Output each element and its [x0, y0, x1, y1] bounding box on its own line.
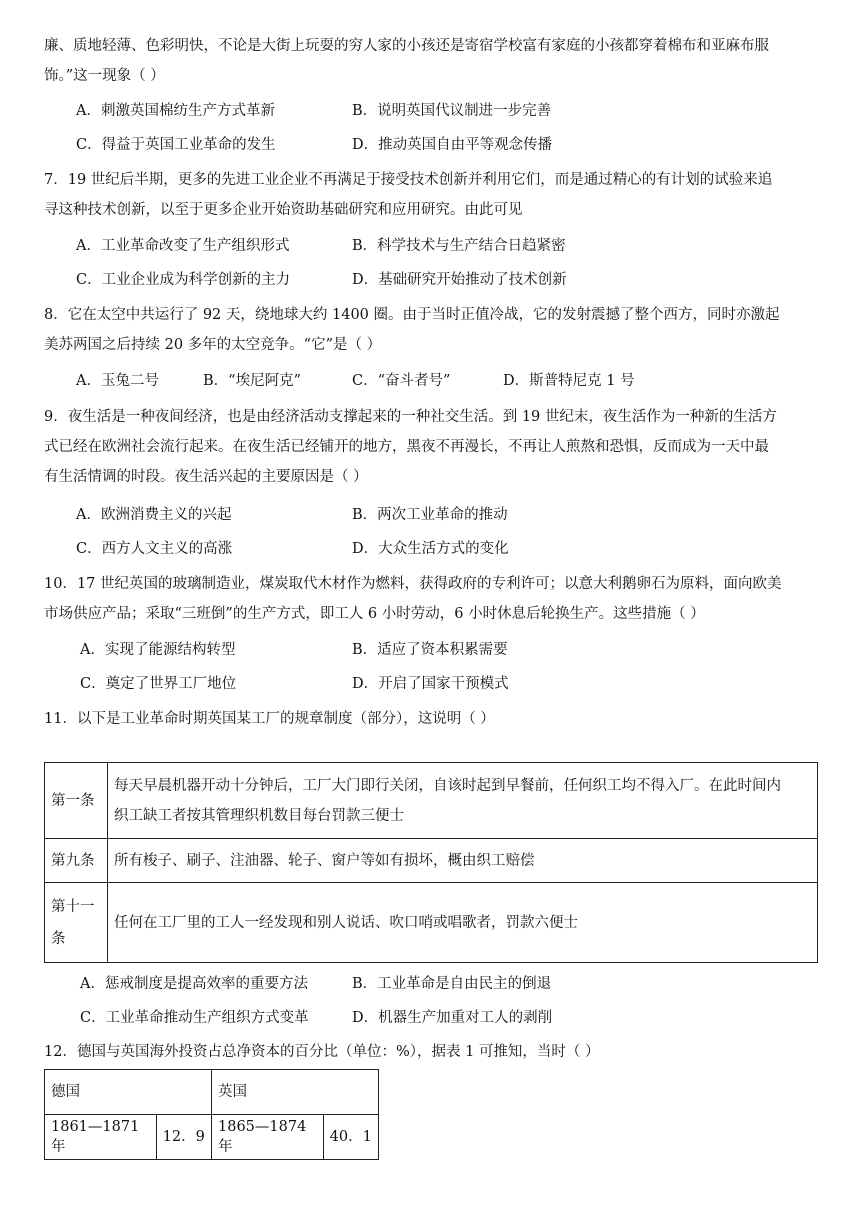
britain-value-cell: 40．1	[323, 1115, 378, 1160]
q11-stem-line-1: 11．以下是工业革命时期英国某工厂的规章制度（部分），这说明（ ）	[44, 711, 495, 727]
rule-text-cell: 任何在工厂里的工人一经发现和别人说话、吹口哨或唱歌者，罚款六便士	[108, 883, 818, 963]
q8-option-c[interactable]: C．“奋斗者号”	[352, 373, 451, 389]
q9-stem-line-1: 9．夜生活是一种夜间经济，也是由经济活动支撑起来的一种社交生活。到 19 世纪末，夜生活作为一种新的生活方	[44, 409, 777, 425]
rule-number-line: 条	[51, 930, 66, 947]
q9-option-a[interactable]: A．欧洲消费主义的兴起	[76, 507, 232, 523]
rule-number-line: 第十一	[51, 898, 95, 915]
q9-option-b[interactable]: B．两次工业革命的推动	[352, 507, 508, 523]
rule-text-line: 织工缺工者按其管理织机数目每台罚款三便士	[114, 807, 404, 824]
table-header-britain: 英国	[212, 1070, 379, 1115]
germany-value-cell: 12．9	[156, 1115, 211, 1160]
q8-option-b[interactable]: B．“埃尼阿克”	[203, 373, 301, 389]
rule-number-cell: 第九条	[45, 839, 108, 883]
table-row	[45, 883, 818, 963]
q9-stem-line-3: 有生活情调的时段。夜生活兴起的主要原因是（ ）	[44, 469, 368, 485]
q10-stem-line-2: 市场供应产品；采取“三班倒”的生产方式，即工人 6 小时劳动，6 小时休息后轮换生产。这些措施（ ）	[44, 606, 705, 622]
table-row	[45, 763, 818, 839]
q7-option-a[interactable]: A．工业革命改变了生产组织形式	[76, 238, 290, 254]
q7-option-d[interactable]: D．基础研究开始推动了技术创新	[352, 272, 567, 288]
q8-option-a[interactable]: A．玉兔二号	[76, 373, 159, 389]
q6-stem-line-2: 饰。”这一现象（ ）	[44, 68, 165, 84]
q11-option-b[interactable]: B．工业革命是自由民主的倒退	[352, 976, 552, 992]
q6-option-c[interactable]: C．得益于英国工业革命的发生	[76, 137, 276, 153]
q8-stem-line-2: 美苏两国之后持续 20 多年的太空竞争。“它”是（ ）	[44, 337, 382, 353]
germany-period-cell: 1861—1871 年	[45, 1115, 157, 1160]
q6-option-d[interactable]: D．推动英国自由平等观念传播	[352, 137, 553, 153]
rule-text-line: 每天早晨机器开动十分钟后，工厂大门即行关闭，自该时起到早餐前，任何织工均不得入厂。在此时间内	[114, 777, 781, 794]
q8-stem-line-1: 8．它在太空中共运行了 92 天，绕地球大约 1400 圈。由于当时正值冷战，它的发射震撼了整个西方，同时亦激起	[44, 307, 780, 323]
q11-option-a[interactable]: A．惩戒制度是提高效率的重要方法	[80, 976, 308, 992]
q11-option-d[interactable]: D．机器生产加重对工人的剥削	[352, 1010, 553, 1026]
q9-option-c[interactable]: C．西方人文主义的高涨	[76, 541, 233, 557]
rule-text-cell: 所有梭子、刷子、注油器、轮子、窗户等如有损坏，概由织工赔偿	[108, 839, 818, 883]
q7-stem-line-1: 7．19 世纪后半期，更多的先进工业企业不再满足于接受技术创新并利用它们，而是通过精心的有计划的试验来追	[44, 172, 773, 188]
table-row	[45, 1070, 379, 1115]
investment-table	[44, 1069, 379, 1160]
q10-option-d[interactable]: D．开启了国家干预模式	[352, 676, 509, 692]
table-row	[45, 1115, 379, 1160]
q9-stem-line-2: 式已经在欧洲社会流行起来。在夜生活已经铺开的地方，黑夜不再漫长，不再让人煎熬和恐惧，反而成为一天中最	[44, 439, 769, 455]
q6-option-b[interactable]: B．说明英国代议制进一步完善	[352, 103, 552, 119]
q10-option-c[interactable]: C．奠定了世界工厂地位	[80, 676, 237, 692]
britain-period-cell: 1865—1874 年	[212, 1115, 324, 1160]
q7-option-c[interactable]: C．工业企业成为科学创新的主力	[76, 272, 291, 288]
q10-option-a[interactable]: A．实现了能源结构转型	[80, 642, 236, 658]
q12-stem-line-1: 12．德国与英国海外投资占总净资本的百分比（单位：%），据表 1 可推知，当时（ ）	[44, 1044, 600, 1060]
q9-option-d[interactable]: D．大众生活方式的变化	[352, 541, 509, 557]
q6-stem-line-1: 廉、质地轻薄、色彩明快，不论是大街上玩耍的穷人家的小孩还是寄宿学校富有家庭的小孩都穿着棉布和亚麻布服	[44, 38, 769, 54]
q8-option-d[interactable]: D．斯普特尼克 1 号	[503, 373, 635, 389]
q10-option-b[interactable]: B．适应了资本积累需要	[352, 642, 508, 658]
q7-stem-line-2: 寻这种技术创新，以至于更多企业开始资助基础研究和应用研究。由此可见	[44, 202, 523, 218]
rule-number-cell	[45, 883, 108, 963]
table-header-germany: 德国	[45, 1070, 212, 1115]
factory-rules-table	[44, 762, 818, 963]
q6-option-a[interactable]: A．刺激英国棉纺生产方式革新	[76, 103, 275, 119]
q11-option-c[interactable]: C．工业革命推动生产组织方式变革	[80, 1010, 309, 1026]
table-row	[45, 839, 818, 883]
rule-text-cell	[108, 763, 818, 839]
q10-stem-line-1: 10．17 世纪英国的玻璃制造业，煤炭取代木材作为燃料，获得政府的专利许可；以意大利鹅卵石为原料，面向欧美	[44, 576, 782, 592]
q7-option-b[interactable]: B．科学技术与生产结合日趋紧密	[352, 238, 566, 254]
rule-number-cell: 第一条	[45, 763, 108, 839]
